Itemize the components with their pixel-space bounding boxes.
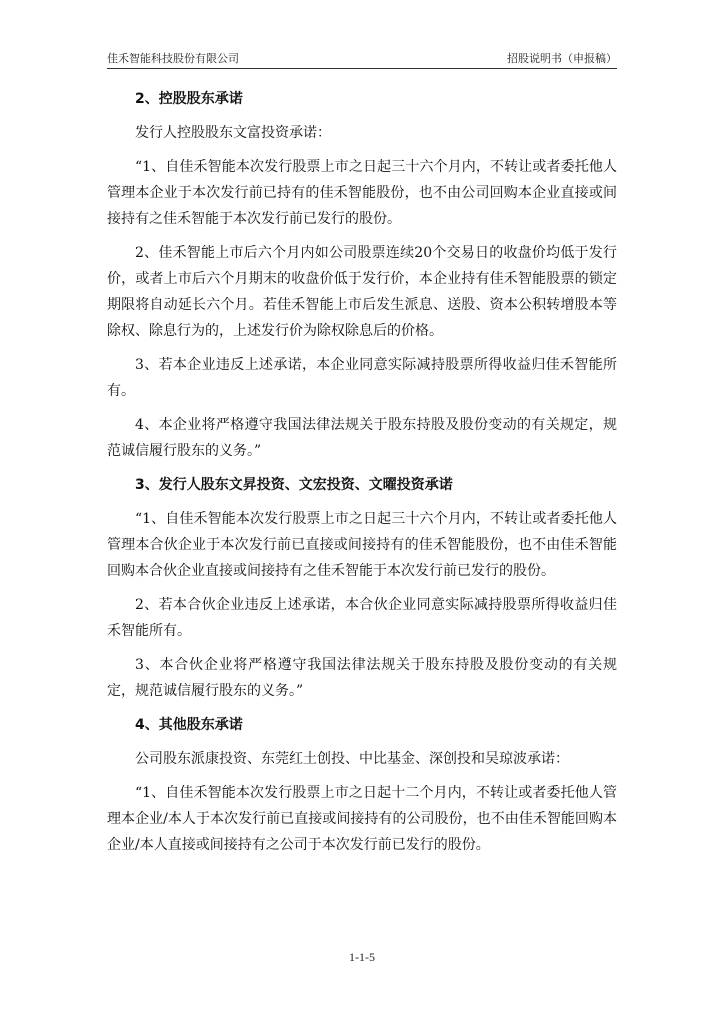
header-document-type: 招股说明书（申报稿） <box>507 52 617 65</box>
section-controlling-shareholder <box>107 86 617 464</box>
section-heading: 4、其他股东承诺 <box>135 717 243 733</box>
paragraph: 3、本合伙企业将严格遵守我国法律法规关于股东持股及股份变动的有关规定，规范诚信履行股东的义务。” <box>107 657 617 699</box>
paragraph: “1、自佳禾智能本次发行股票上市之日起十二个月内，不转让或者委托他人管理本企业/本人于本次发行前已直接或间接持有的公司股份，也不由佳禾智能回购本企业/本人直接或间接持有之公司于本次发行前已发行的股份。 <box>107 785 617 853</box>
document-body <box>107 86 617 866</box>
section-heading: 2、控股股东承诺 <box>135 91 243 107</box>
page-header <box>107 50 617 68</box>
header-company-name: 佳禾智能科技股份有限公司 <box>107 52 239 65</box>
paragraph: 4、本企业将严格遵守我国法律法规关于股东持股及股份变动的有关规定，规范诚信履行股东的义务。” <box>107 417 617 459</box>
paragraph: 公司股东派康投资、东莞红土创投、中比基金、深创投和吴琼波承诺： <box>135 751 569 767</box>
paragraph: “1、自佳禾智能本次发行股票上市之日起三十六个月内，不转让或者委托他人管理本企业于本次发行前已持有的佳禾智能股份，也不由公司回购本企业直接或间接持有之佳禾智能于本次发行前已发行的股份。 <box>107 159 617 227</box>
paragraph: 2、佳禾智能上市后六个月内如公司股票连续20个交易日的收盘价均低于发行价，或者上市后六个月期末的收盘价低于发行价，本企业持有佳禾智能股票的锁定期限将自动延长六个月。若佳禾智能上市后发生派息、送股、资本公积转增股本等除权、除息行为的，上述发行价为除权除息后的价格。 <box>107 245 617 339</box>
paragraph: 3、若本企业违反上述承诺，本企业同意实际减持股票所得收益归佳禾智能所有。 <box>107 357 617 399</box>
paragraph: “1、自佳禾智能本次发行股票上市之日起三十六个月内，不转让或者委托他人管理本合伙企业于本次发行前已直接或间接持有的佳禾智能股份，也不由佳禾智能回购本合伙企业直接或间接持有之佳禾智能于本次发行前已发行的股份。 <box>107 511 617 579</box>
header-divider <box>107 68 617 69</box>
section-other-shareholders <box>107 712 617 858</box>
page-number: 1-1-5 <box>349 950 375 964</box>
paragraph: 发行人控股股东文富投资承诺： <box>135 125 331 141</box>
paragraph: 2、若本合伙企业违反上述承诺，本合伙企业同意实际减持股票所得收益归佳禾智能所有。 <box>107 597 617 639</box>
section-heading: 3、发行人股东文昇投资、文宏投资、文曜投资承诺 <box>135 477 453 493</box>
section-partnership-shareholders <box>107 472 617 704</box>
